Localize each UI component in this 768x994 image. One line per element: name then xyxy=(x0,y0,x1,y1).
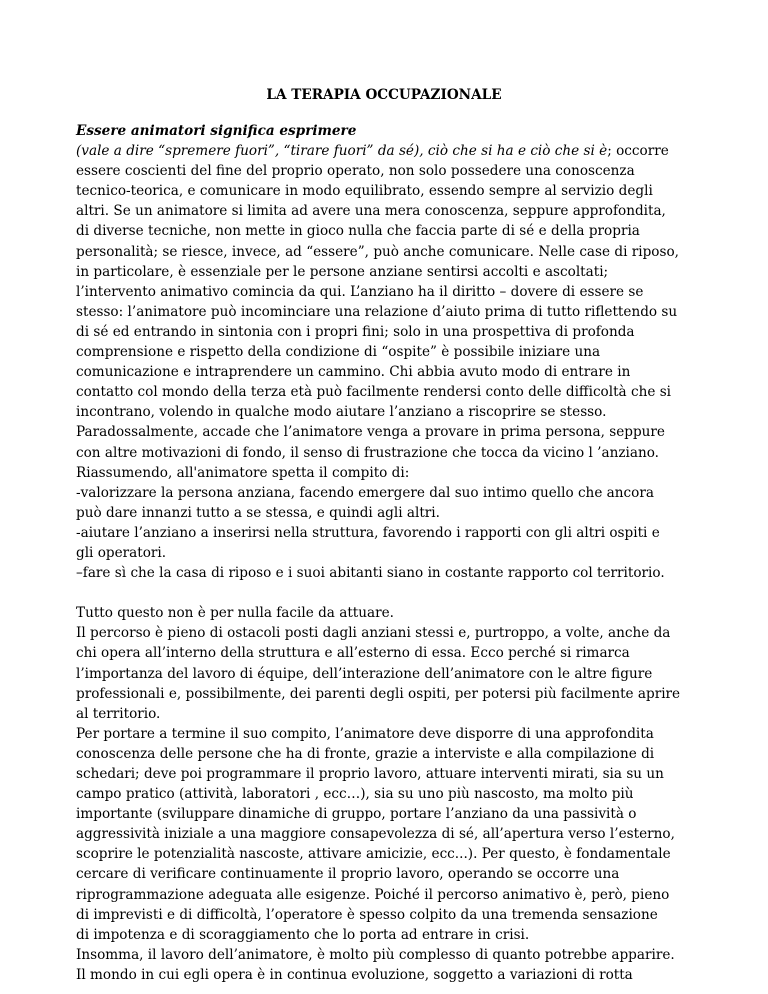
text-line: schedari; deve poi programmare il proprio lavoro, attuare interventi mirati, sia su un xyxy=(76,766,664,782)
text-line: Il percorso è pieno di ostacoli posti dagli anziani stessi e, purtroppo, a volte, anche da xyxy=(76,625,671,642)
text-line: Tutto questo non è per nulla facile da attuare. xyxy=(76,605,394,622)
text-line: Per portare a termine il suo compito, l’animatore deve disporre di una approfondita xyxy=(76,725,654,742)
text-fragment: ; occorre xyxy=(607,143,669,160)
document-body xyxy=(76,121,716,985)
text-line: Riassumendo, all'animatore spetta il compito di: xyxy=(76,464,410,481)
text-line: chi opera all’interno della struttura e all’esterno di essa. Ecco perché si rimarca xyxy=(76,645,630,662)
italic-phrase: (vale a dire “spremere fuori”, “tirare fuori” da sé), ciò che si ha e ciò che si è xyxy=(76,143,608,160)
text-line: di diverse tecniche, non mette in gioco nulla che faccia parte di sé e della propria xyxy=(76,223,640,240)
text-line: altri. Se un animatore si limita ad avere una mera conoscenza, seppure approfondita, xyxy=(76,203,666,220)
text-line: professionali e, possibilmente, dei parenti degli ospiti, per potersi più facilmente aprire xyxy=(76,685,681,702)
text-line: –fare sì che la casa di riposo e i suoi abitanti siano in costante rapporto col territorio. xyxy=(76,565,665,582)
text-line: gli operatori. xyxy=(76,544,167,561)
text-line: -valorizzare la persona anziana, facendo emergere dal suo intimo quello che ancora xyxy=(76,484,654,501)
text-line: riprogrammazione adeguata alle esigenze. Poiché il percorso animativo è, però, pieno xyxy=(76,886,670,903)
text-line: importante (sviluppare dinamiche di gruppo, portare l’anziano da una passività o xyxy=(76,806,637,823)
text-line: tecnico-teorica, e comunicare in modo equilibrato, essendo sempre al servizio degli xyxy=(76,183,653,200)
text-line: Il mondo in cui egli opera è in continua evoluzione, soggetto a variazioni di rotta xyxy=(76,966,633,983)
text-line: di imprevisti e di difficoltà, l’operatore è spesso colpito da una tremenda sensazione xyxy=(76,906,658,923)
text-line: Paradossalmente, accade che l’animatore venga a provare in prima persona, seppure xyxy=(76,424,665,441)
text-line: -aiutare l’anziano a inserirsi nella struttura, favorendo i rapporti con gli altri ospiti e xyxy=(76,524,660,541)
blank-line xyxy=(76,583,716,603)
text-line: in particolare, è essenziale per le persone anziane sentirsi accolti e ascoltati; xyxy=(76,263,609,280)
text-line: campo pratico (attività, laboratori , ecc…), sia su uno più nascosto, ma molto più xyxy=(76,786,634,803)
text-line: l’intervento animativo comincia da qui. L’anziano ha il diritto – dovere di essere se xyxy=(76,283,644,300)
text-line: conoscenza delle persone che ha di fronte, grazie a interviste e alla compilazione di xyxy=(76,745,655,762)
text-line: cercare di verificare continuamente il proprio lavoro, operando se occorre una xyxy=(76,866,620,883)
text-line: contatto col mondo della terza età può facilmente rendersi conto delle difficoltà che si xyxy=(76,384,672,401)
section-heading: Essere animatori significa esprimere xyxy=(76,123,357,139)
text-line: può dare innanzi tutto a se stessa, e quindi agli altri. xyxy=(76,504,440,521)
paragraph-lines xyxy=(76,161,716,985)
text-line: con altre motivazioni di fondo, il senso di frustrazione che tocca da vicino l ’anziano. xyxy=(76,444,659,461)
text-line: comprensione e rispetto della condizione di “ospite” è possibile iniziare una xyxy=(76,344,601,361)
document-title: LA TERAPIA OCCUPAZIONALE xyxy=(266,87,502,103)
text-line: al territorio. xyxy=(76,705,161,722)
text-line xyxy=(76,141,716,161)
text-line: di impotenza e di scoraggiamento che lo porta ad entrare in crisi. xyxy=(76,926,530,943)
text-line: di sé ed entrando in sintonia con i propri fini; solo in una prospettiva di profonda xyxy=(76,323,635,340)
text-line: l’importanza del lavoro di équipe, dell’interazione dell’animatore con le altre figure xyxy=(76,665,653,682)
text-line: Insomma, il lavoro dell’animatore, è molto più complesso di quanto potrebbe apparire. xyxy=(76,946,675,963)
text-line: personalità; se riesce, invece, ad “essere”, può anche comunicare. Nelle case di riposo, xyxy=(76,243,679,260)
text-line: scoprire le potenzialità nascoste, attivare amicizie, ecc...). Per questo, è fondamentale xyxy=(76,846,671,863)
text-line: aggressività iniziale a una maggiore consapevolezza di sé, all’apertura verso l’esterno, xyxy=(76,826,675,843)
text-line: essere coscienti del fine del proprio operato, non solo possedere una conoscenza xyxy=(76,163,635,180)
text-line: incontrano, volendo in qualche modo aiutare l’anziano a riscoprire se stesso. xyxy=(76,404,607,421)
text-line: comunicazione e intraprendere un cammino. Chi abbia avuto modo di entrare in xyxy=(76,364,631,381)
text-line: stesso: l’animatore può incominciare una relazione d’aiuto prima di tutto riflettendo su xyxy=(76,303,678,320)
